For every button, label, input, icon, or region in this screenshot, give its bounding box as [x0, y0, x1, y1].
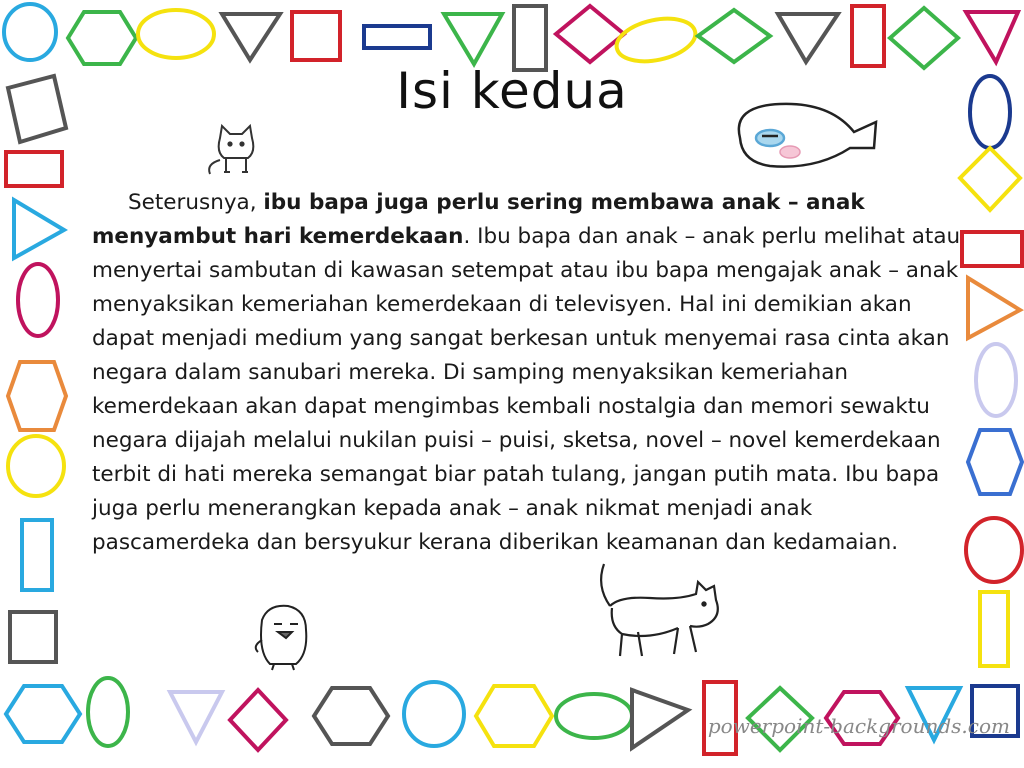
paragraph-bold-phrase: ibu bapa juga perlu sering membawa anak – anak menyambut hari kemerdekaan [92, 190, 865, 249]
triangle-shape [170, 692, 222, 742]
circle-shape [404, 682, 464, 746]
body-paragraph [92, 186, 962, 560]
oval-shape [613, 12, 700, 68]
oval-shape [18, 264, 58, 336]
hexagon-shape [968, 430, 1022, 494]
diamond-shape [556, 6, 624, 62]
hexagon-shape [314, 688, 388, 744]
triangle-shape [778, 14, 838, 62]
hexagon-shape [68, 12, 136, 64]
oval-shape [138, 10, 214, 58]
diamond-shape [230, 690, 286, 750]
oval-shape [976, 344, 1016, 416]
paragraph-rest: . Ibu bapa dan anak – anak perlu melihat atau menyertai sambutan di kawasan setempat atau ibu bapa mengajak anak – anak menyaksikan kemeriahan kemerdekaan di televisyen. Hal ini demikian akan dapat menjadi medium yang sangat berkesan untuk menyemai rasa cinta akan negara dalam sanubari mereka. Di samping menyaksikan kemeriahan kemerdekaan akan dapat mengimbas kembali nostalgia dan memori sewaktu negara dijajah melalui nukilan puisi – puisi, sketsa, novel – novel kemerdekaan terbit di hati mereka semangat biar patah tulang, jangan putih mata. Ibu bapa juga perlu menerangkan kepada anak – anak nikmat menjadi anak pascamerdeka dan bersyukur kerana diberikan keamanan dan kedamaian. [92, 224, 961, 555]
bird-doodle [248, 600, 318, 672]
slide-title: Isi kedua [396, 62, 628, 120]
square-shape [10, 612, 56, 662]
triangle-shape [444, 14, 502, 64]
diamond-shape [890, 8, 958, 68]
triangle-shape [966, 12, 1018, 62]
rectangle-shape [980, 592, 1008, 666]
circle-shape [8, 436, 64, 496]
cat-doodle [200, 120, 270, 180]
oval-shape [556, 694, 632, 738]
rectangle-shape [364, 26, 430, 48]
oval-shape [88, 678, 128, 746]
rectangle-shape [514, 6, 546, 70]
triangle-shape [968, 278, 1020, 338]
diamond-shape [698, 10, 770, 62]
triangle-shape [14, 200, 64, 258]
hexagon-shape [6, 686, 80, 742]
rectangle-shape [852, 6, 884, 66]
hexagon-shape [8, 362, 66, 430]
circle-shape [4, 4, 56, 60]
watermark: powerpoint-backgrounds.com [707, 714, 1010, 738]
rectangle-shape [22, 520, 52, 590]
triangle-shape [632, 690, 688, 748]
hexagon-shape [476, 686, 552, 746]
diamond-shape [960, 148, 1020, 210]
square-shape [292, 12, 340, 60]
circle-shape [966, 518, 1022, 582]
triangle-shape [222, 14, 280, 60]
paragraph-intro: Seterusnya, [128, 190, 264, 215]
walking-cat-doodle [590, 556, 730, 666]
rectangle-shape [6, 152, 62, 186]
rectangle-shape [962, 232, 1022, 266]
